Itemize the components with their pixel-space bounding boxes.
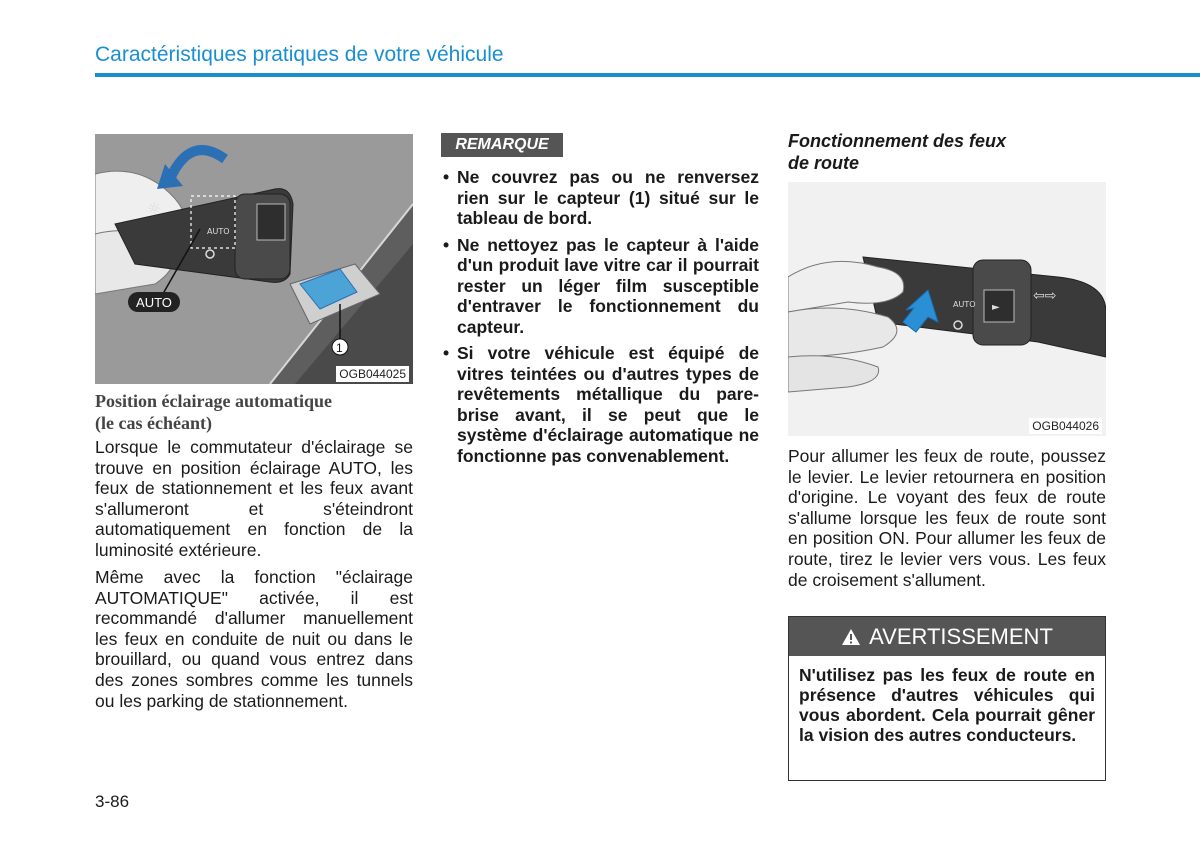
warning-triangle-icon [841, 628, 861, 646]
remarque-badge: REMARQUE [441, 133, 563, 157]
high-beam-figure [788, 182, 1106, 436]
section-heading [788, 130, 1106, 174]
remarque-item: • Si votre véhicule est équipé de vitres teintées ou d'autres types de revêtements métallique du pare-brise avant, il se peut que le système d'éclairage automatique ne fonctionne pas convenablement. [443, 343, 759, 466]
svg-text:AUTO: AUTO [207, 227, 230, 236]
remarque-item: • Ne nettoyez pas le capteur à l'aide d'un produit lave vitre car il pourrait rester un léger film susceptible d'entraver le fonctionnement du capteur. [443, 234, 759, 337]
svg-text:⇦⇨: ⇦⇨ [1033, 288, 1057, 304]
svg-text:►: ► [992, 302, 1000, 313]
svg-text:☼: ☼ [147, 199, 162, 218]
bullet-icon: • [443, 167, 450, 187]
caption-line-2: (le cas échéant) [95, 413, 212, 433]
remarque-item: • Ne couvrez pas ou ne renversez rien sur le capteur (1) situé sur le tableau de bord. [443, 167, 759, 228]
bullet-icon: • [443, 343, 450, 363]
figure-code: OGB044025 [336, 366, 409, 382]
figure-code: OGB044026 [1029, 418, 1102, 434]
figure-caption [95, 390, 413, 434]
high-beam-illustration [788, 182, 1106, 436]
warning-body: N'utilisez pas les feux de route en présence d'autres véhicules qui vous abordent. Cela pourrait gêner la vision des autres conducteurs. [799, 665, 1095, 745]
auto-light-figure [95, 134, 413, 384]
auto-light-paragraph: Lorsque le commutateur d'éclairage se trouve en position éclairage AUTO, les feux de stationnement et les feux avant s'allumeront et s'éteindront automatiquement en fonction de la luminosité extérieure. [95, 437, 413, 560]
manual-light-paragraph: Même avec la fonction "éclairage AUTOMATIQUE" activée, il est recommandé d'allumer manuellement les feux en conduite de nuit ou dans le brouillard, ou quand vous entrez dans des zones sombres comme les tunnels ou les parking de stationnement. [95, 567, 413, 711]
page-number: 3-86 [95, 792, 130, 811]
warning-title: AVERTISSEMENT [869, 623, 1053, 649]
bullet-icon: • [443, 234, 450, 255]
callout-1-text: 1 [336, 341, 343, 355]
caption-line-1: Position éclairage automatique [95, 391, 332, 411]
svg-text:AUTO: AUTO [953, 300, 976, 309]
high-beam-paragraph: Pour allumer les feux de route, poussez le levier. Le levier retournera en position d'origine. Le voyant des feux de route s'allume lorsque les feux de route sont en position ON. Pour allumer les feux de route, tirez le levier vers vous. Les feux de croisement s'allument. [788, 446, 1106, 590]
warning-header [789, 617, 1105, 656]
warning-box [788, 616, 1106, 781]
header-rule [95, 73, 1200, 77]
auto-light-illustration [95, 134, 413, 384]
remarque-list [441, 167, 759, 472]
heading-line-2: de route [788, 153, 860, 173]
auto-badge-text: AUTO [136, 295, 172, 310]
heading-line-1: Fonctionnement des feux [788, 131, 1007, 151]
page-header-title: Caractéristiques pratiques de votre véhicule [95, 43, 504, 66]
